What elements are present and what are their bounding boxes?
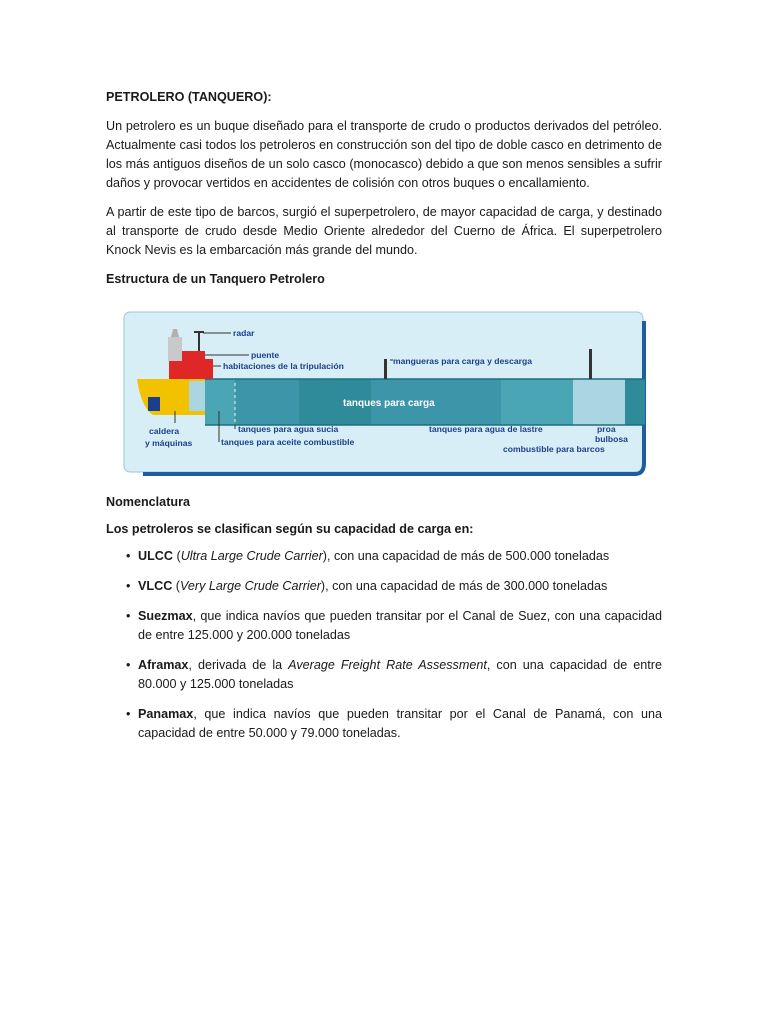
label-aceite: tanques para aceite combustible <box>221 437 355 447</box>
list-item-rest: , que indica navíos que pueden transitar por el Canal de Suez, con una capacidad de entre 125.000 y 200.000 toneladas <box>138 609 662 642</box>
label-puente: puente <box>251 350 280 360</box>
label-proa: proa <box>597 424 616 434</box>
document-page <box>106 88 662 754</box>
list-item-term: Panamax <box>138 707 194 721</box>
mast-proa <box>589 349 592 379</box>
document-title: PETROLERO (TANQUERO): <box>106 90 272 104</box>
list-item-open: , derivada de la <box>188 658 289 672</box>
list-item-suezmax <box>106 607 662 645</box>
list-item-term: VLCC <box>138 579 173 593</box>
bullet-icon: • <box>126 658 131 672</box>
list-item-rest: ), con una capacidad de más de 300.000 toneladas <box>320 579 608 593</box>
radar-mast <box>198 331 200 351</box>
list-item-ulcc <box>106 547 662 566</box>
list-item-rest: , con una capacidad de entre 80.000 y 125.000 toneladas <box>138 658 662 691</box>
label-mangueras: mangueras para carga y descarga <box>393 356 533 366</box>
stern-light-tank <box>189 381 205 411</box>
bullet-icon: • <box>126 549 131 563</box>
radar-bar <box>194 331 204 333</box>
tanker-diagram <box>123 311 648 479</box>
classification-list <box>106 547 662 743</box>
label-caldera: caldera <box>149 426 180 436</box>
figure-caption: Estructura de un Tanquero Petrolero <box>106 272 325 286</box>
label-tanques-carga: tanques para carga <box>343 398 435 409</box>
list-item-term: Suezmax <box>138 609 193 623</box>
label-combustible-barcos: combustible para barcos <box>503 444 605 454</box>
hull-aceite <box>205 379 235 425</box>
list-item-italic: Very Large Crude Carrier <box>180 579 321 593</box>
list-item-panamax <box>106 705 662 743</box>
label-maquinas: y máquinas <box>145 438 193 448</box>
label-bulbosa: bulbosa <box>595 434 628 444</box>
list-item-italic: Ultra Large Crude Carrier <box>180 549 323 563</box>
list-item-italic: Average Freight Rate Assessment <box>288 658 487 672</box>
list-item-aframax <box>106 656 662 694</box>
label-habitaciones: habitaciones de la tripulación <box>223 361 344 371</box>
hull-agua-sucia <box>235 379 299 425</box>
bullet-icon: • <box>126 707 131 721</box>
bullet-icon: • <box>126 579 131 593</box>
label-agua-sucia: tanques para agua sucia <box>238 424 339 434</box>
hull-proa <box>625 379 645 425</box>
superstructure-lower <box>169 359 213 379</box>
list-item-vlcc <box>106 577 662 596</box>
bullet-icon: • <box>126 609 131 623</box>
list-item-rest: ), con una capacidad de más de 500.000 toneladas <box>322 549 610 563</box>
mast-mangueras <box>384 359 387 379</box>
label-lastre: tanques para agua de lastre <box>429 424 543 434</box>
list-item-open: ( <box>172 579 180 593</box>
paragraph-superpetrolero: A partir de este tipo de barcos, surgió el superpetrolero, de mayor capacidad de carga, y destinado al transporte de crudo desde Medio Oriente alrededor del Cuerno de África. El superpetrolero Knock Nevis es la embarcación más grande del mundo. <box>106 205 662 257</box>
funnel <box>168 337 182 361</box>
tanker-diagram-svg <box>123 311 648 479</box>
nomenclature-title: Nomenclatura <box>106 495 190 509</box>
paragraph-intro: Un petrolero es un buque diseñado para el transporte de crudo o productos derivados del petróleo. Actualmente casi todos los petroleros en construcción son del tipo de doble casco en detrimento de los más antiguos diseños de un solo casco (monocasco) debido a que son menos sensibles a sufrir daños y provocar vertidos en accidentes de colisión con otros buques o encallamiento. <box>106 119 662 190</box>
nomenclature-intro: Los petroleros se clasifican según su capacidad de carga en: <box>106 522 474 536</box>
label-radar: radar <box>233 328 255 338</box>
list-item-term: ULCC <box>138 549 173 563</box>
list-item-rest: , que indica navíos que pueden transitar por el Canal de Panamá, con una capacidad de entre 50.000 y 79.000 toneladas. <box>138 707 662 740</box>
hull-tanques-carga-3 <box>501 379 573 425</box>
list-item-term: Aframax <box>138 658 189 672</box>
stern-engine <box>148 397 160 411</box>
list-item-open: ( <box>172 549 181 563</box>
